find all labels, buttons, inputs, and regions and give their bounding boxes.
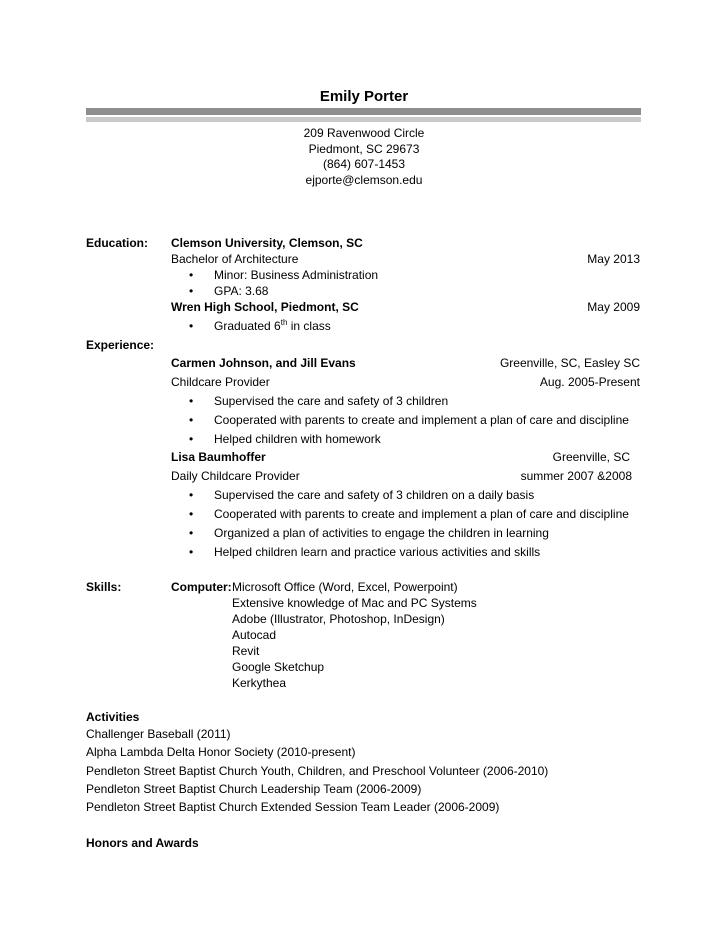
education-school-1: Clemson University, Clemson, SC xyxy=(171,236,363,250)
education-bullet: Minor: Business Administration xyxy=(214,268,379,282)
address-line-1: 209 Ravenwood Circle xyxy=(303,126,425,140)
education-school-2: Wren High School, Piedmont, SC xyxy=(171,300,359,314)
job-location: Greenville, SC xyxy=(552,450,630,464)
bullet-icon: • xyxy=(189,432,194,446)
skill-item: Microsoft Office (Word, Excel, Powerpoint) xyxy=(232,580,458,594)
education-bullet xyxy=(214,319,331,333)
address-line-2: Piedmont, SC 29673 xyxy=(308,142,420,156)
skill-item: Adobe (Illustrator, Photoshop, InDesign) xyxy=(232,612,445,626)
bullet-icon: • xyxy=(189,319,194,333)
activity-item: Alpha Lambda Delta Honor Society (2010-present) xyxy=(86,745,356,759)
job-location: Greenville, SC, Easley SC xyxy=(499,356,640,370)
bullet-icon: • xyxy=(189,394,194,408)
education-bullet: GPA: 3.68 xyxy=(214,284,269,298)
phone: (864) 607-1453 xyxy=(322,157,406,171)
job-bullet: Cooperated with parents to create and implement a plan of care and discipline xyxy=(214,507,629,521)
job-bullet: Helped children with homework xyxy=(214,432,381,446)
skill-item: Extensive knowledge of Mac and PC Systems xyxy=(232,596,477,610)
bullet-icon: • xyxy=(189,507,194,521)
resume-name: Emily Porter xyxy=(319,88,409,105)
bullet-icon: • xyxy=(189,488,194,502)
job-title: Daily Childcare Provider xyxy=(171,469,300,483)
skills-label: Skills: xyxy=(86,580,122,594)
job-bullet: Supervised the care and safety of 3 children xyxy=(214,394,449,408)
honors-heading: Honors and Awards xyxy=(86,836,199,850)
bullet-icon: • xyxy=(189,413,194,427)
activities-heading: Activities xyxy=(86,710,140,724)
bullet-icon: • xyxy=(189,268,194,282)
skill-item: Kerkythea xyxy=(232,676,287,690)
job-title: Childcare Provider xyxy=(171,375,270,389)
job-dates: Aug. 2005-Present xyxy=(539,375,640,389)
education-date-1: May 2013 xyxy=(587,252,640,266)
activity-item: Pendleton Street Baptist Church Leadership Team (2006-2009) xyxy=(86,782,422,796)
skill-item: Autocad xyxy=(232,628,277,642)
header-rule-light xyxy=(86,117,641,122)
job-bullet: Helped children learn and practice various activities and skills xyxy=(214,545,541,559)
job-employer: Carmen Johnson, and Jill Evans xyxy=(171,356,356,370)
experience-label: Experience: xyxy=(86,338,155,352)
bullet-icon: • xyxy=(189,545,194,559)
email: ejporte@clemson.edu xyxy=(305,173,423,187)
bullet-icon: • xyxy=(189,284,194,298)
job-bullet: Supervised the care and safety of 3 children on a daily basis xyxy=(214,488,535,502)
job-bullet: Cooperated with parents to create and implement a plan of care and discipline xyxy=(214,413,629,427)
rank-text-suffix: in class xyxy=(287,319,331,333)
skills-computer-label: Computer: xyxy=(171,580,232,594)
job-employer: Lisa Baumhoffer xyxy=(171,450,266,464)
activity-item: Pendleton Street Baptist Church Extended Session Team Leader (2006-2009) xyxy=(86,800,500,814)
activity-item: Challenger Baseball (2011) xyxy=(86,727,231,741)
education-degree-1: Bachelor of Architecture xyxy=(171,252,299,266)
education-label: Education: xyxy=(86,236,148,250)
activity-item: Pendleton Street Baptist Church Youth, Children, and Preschool Volunteer (2006-2010) xyxy=(86,764,549,778)
skill-item: Google Sketchup xyxy=(232,660,325,674)
header-rule-dark xyxy=(86,108,641,115)
bullet-icon: • xyxy=(189,526,194,540)
skill-item: Revit xyxy=(232,644,260,658)
job-dates: summer 2007 &2008 xyxy=(520,469,632,483)
job-bullet: Organized a plan of activities to engage the children in learning xyxy=(214,526,549,540)
education-date-2: May 2009 xyxy=(587,300,640,314)
rank-text: Graduated 6 xyxy=(214,319,281,333)
rank-superscript: th xyxy=(280,318,288,327)
